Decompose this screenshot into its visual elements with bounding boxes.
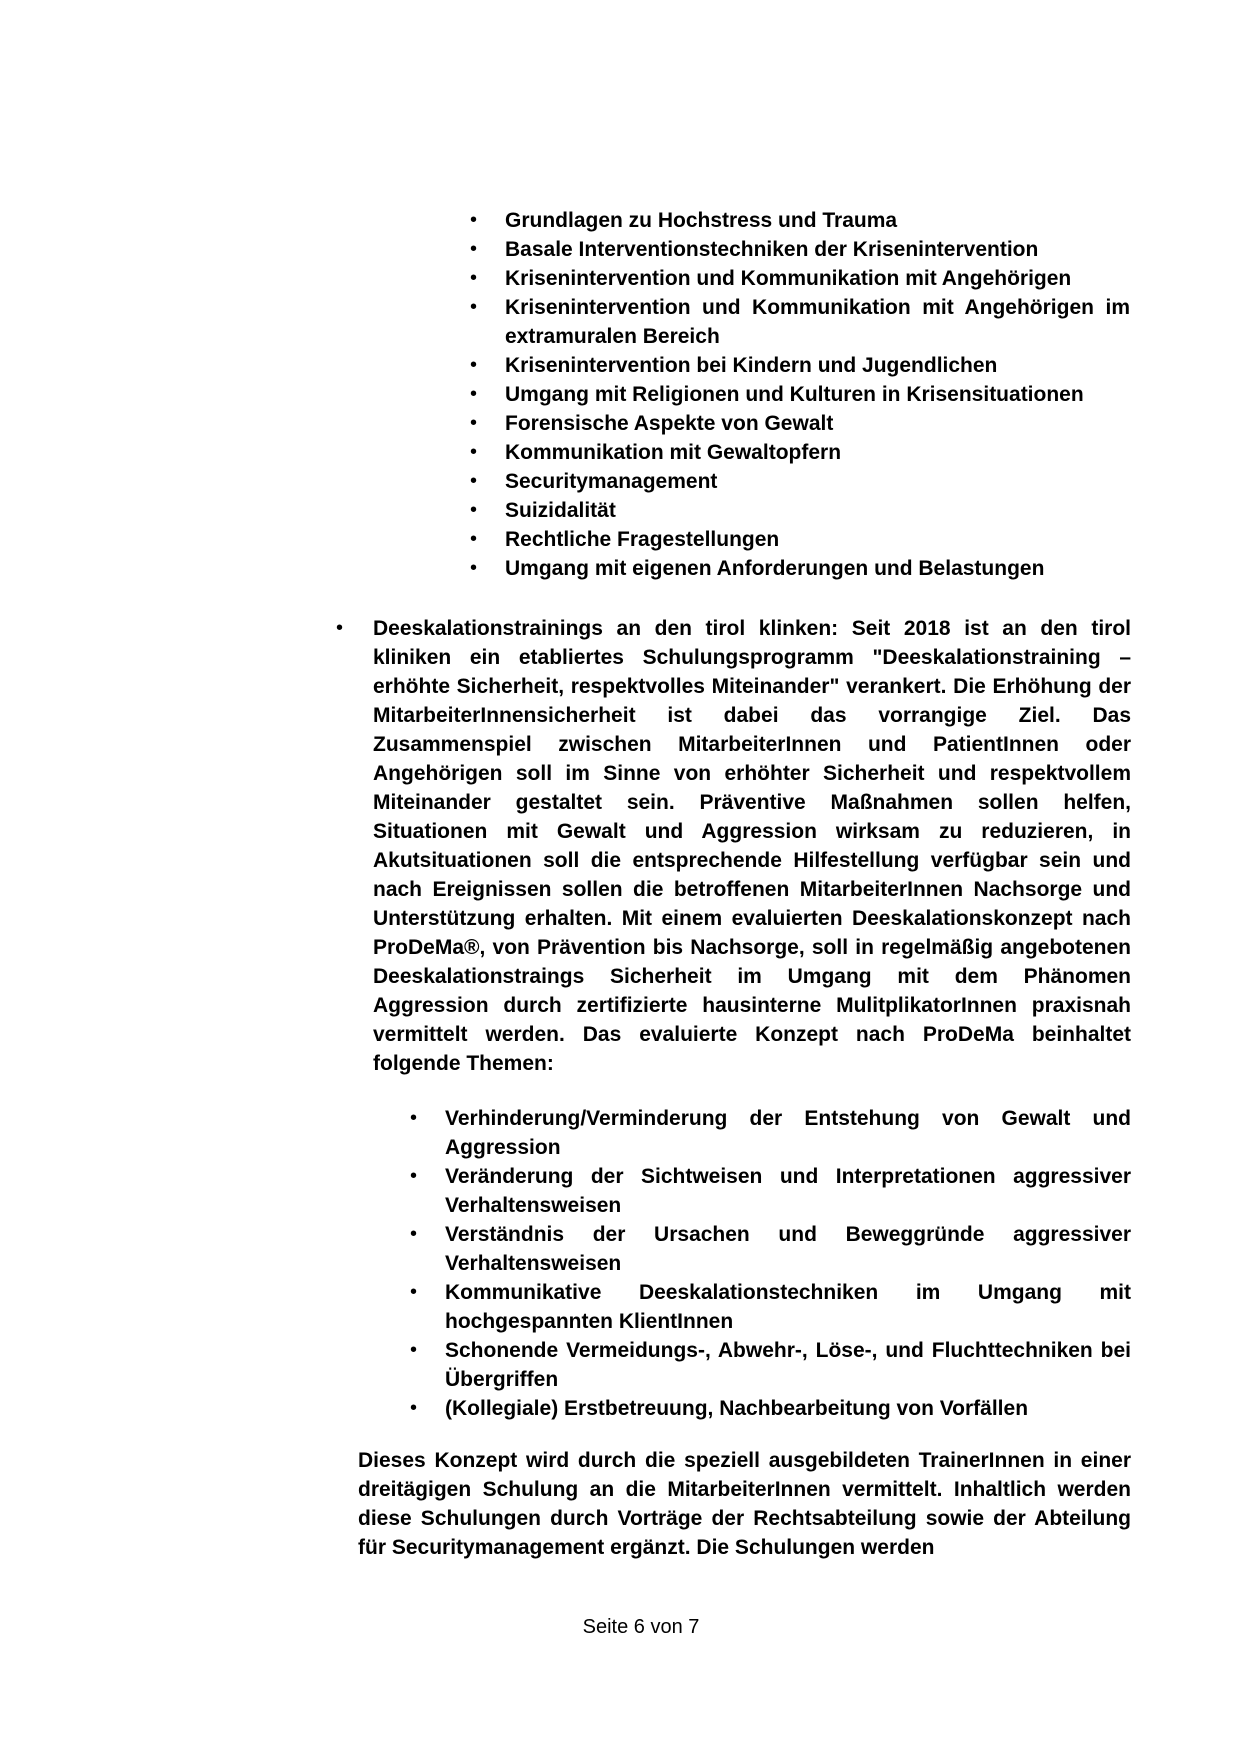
bullet-icon: • xyxy=(470,528,478,550)
list-item-text: Grundlagen zu Hochstress und Trauma xyxy=(505,209,898,232)
list-item xyxy=(470,554,1130,583)
list-item-text: Basale Interventionstechniken der Krisenintervention xyxy=(505,238,1039,261)
list-item xyxy=(470,206,1130,235)
list-item xyxy=(470,438,1130,467)
list-item xyxy=(410,1278,1131,1336)
list-item-text: Krisenintervention und Kommunikation mit Angehörigen im extramuralen Bereich xyxy=(505,296,1130,348)
list-item xyxy=(470,235,1130,264)
list-item xyxy=(470,525,1130,554)
bullet-icon: • xyxy=(470,412,478,434)
bullet-icon: • xyxy=(410,1165,418,1187)
list-item xyxy=(410,1162,1131,1220)
list-item xyxy=(410,1104,1131,1162)
list-item-text: Kommunikation mit Gewaltopfern xyxy=(505,441,842,464)
bullet-icon: • xyxy=(470,470,478,492)
list-item-text: Forensische Aspekte von Gewalt xyxy=(505,412,834,435)
list-item-text: Suizidalität xyxy=(505,499,616,522)
list-item-text: Umgang mit eigenen Anforderungen und Belastungen xyxy=(505,557,1045,580)
themes-list xyxy=(410,1104,1131,1423)
bullet-icon: • xyxy=(410,1223,418,1245)
list-item-text: Umgang mit Religionen und Kulturen in Krisensituationen xyxy=(505,383,1084,406)
bullet-icon: • xyxy=(410,1397,418,1419)
list-item xyxy=(470,351,1130,380)
list-item xyxy=(410,1336,1131,1394)
list-item-text: Krisenintervention und Kommunikation mit Angehörigen xyxy=(505,267,1072,290)
bullet-icon: • xyxy=(470,441,478,463)
bullet-icon: • xyxy=(470,383,478,405)
bullet-icon: • xyxy=(336,617,344,639)
list-item xyxy=(470,496,1130,525)
deeskalation-paragraph: Deeskalationstrainings an den tirol klinken: Seit 2018 ist an den tirol kliniken ein etabliertes Schulungsprogramm "Deeskalationstraining – erhöhte Sicherheit, respektvolles Miteinander" verankert. Die Erhöhung der MitarbeiterInnensicherheit ist dabei das vorrangige Ziel. Das Zusammenspiel zwischen MitarbeiterInnen und PatientInnen oder Angehörigen soll im Sinne von erhöhter Sicherheit und respektvollem Miteinander gestaltet sein. Präventive Maßnahmen sollen helfen, Situationen mit Gewalt und Aggression wirksam zu reduzieren, in Akutsituationen soll die entsprechende Hilfestellung verfügbar sein und nach Ereignissen sollen die betroffenen MitarbeiterInnen Nachsorge und Unterstützung erhalten. Mit einem evaluierten Deeskalationskonzept nach ProDeMa®, von Prävention bis Nachsorge, soll in regelmäßig angebotenen Deeskalationstraings Sicherheit im Umgang mit dem Phänomen Aggression durch zertifizierte hausinterne MulitplikatorInnen praxisnah vermittelt werden. Das evaluierte Konzept nach ProDeMa beinhaltet folgende Themen: xyxy=(373,617,1131,1075)
list-item xyxy=(470,264,1130,293)
closing-paragraph: Dieses Konzept wird durch die speziell ausgebildeten TrainerInnen in einer dreitägigen Schulung an die MitarbeiterInnen vermittelt. Inhaltlich werden diese Schulungen durch Vorträge der Rechtsabteilung sowie der Abteilung für Securitymanagement ergänzt. Die Schulungen werden xyxy=(358,1449,1131,1559)
bullet-icon: • xyxy=(410,1281,418,1303)
bullet-icon: • xyxy=(470,354,478,376)
bullet-icon: • xyxy=(470,238,478,260)
bullet-icon: • xyxy=(470,499,478,521)
page-number-footer: Seite 6 von 7 xyxy=(582,1616,700,1638)
list-item-text: Verständnis der Ursachen und Beweggründe aggressiver Verhaltensweisen xyxy=(445,1223,1131,1275)
bullet-icon: • xyxy=(410,1339,418,1361)
list-item-text: Kommunikative Deeskalationstechniken im Umgang mit hochgespannten KlientInnen xyxy=(445,1281,1131,1333)
list-item xyxy=(470,467,1130,496)
list-item-text: (Kollegiale) Erstbetreuung, Nachbearbeitung von Vorfällen xyxy=(445,1397,1029,1420)
bullet-icon: • xyxy=(470,267,478,289)
bullet-icon: • xyxy=(470,557,478,579)
list-item xyxy=(470,293,1130,351)
bullet-icon: • xyxy=(470,296,478,318)
list-item xyxy=(410,1220,1131,1278)
deeskalation-section xyxy=(336,614,1131,1078)
topics-list xyxy=(470,206,1130,583)
bullet-icon: • xyxy=(410,1107,418,1129)
bullet-icon: • xyxy=(470,209,478,231)
list-item-text: Veränderung der Sichtweisen und Interpretationen aggressiver Verhaltensweisen xyxy=(445,1165,1131,1217)
list-item-text: Verhinderung/Verminderung der Entstehung von Gewalt und Aggression xyxy=(445,1107,1131,1159)
list-item-text: Schonende Vermeidungs-, Abwehr-, Löse-, und Fluchttechniken bei Übergriffen xyxy=(445,1339,1131,1391)
list-item xyxy=(470,380,1130,409)
list-item xyxy=(410,1394,1131,1423)
list-item-text: Rechtliche Fragestellungen xyxy=(505,528,780,551)
list-item-text: Securitymanagement xyxy=(505,470,718,493)
list-item xyxy=(470,409,1130,438)
list-item-text: Krisenintervention bei Kindern und Jugendlichen xyxy=(505,354,998,377)
